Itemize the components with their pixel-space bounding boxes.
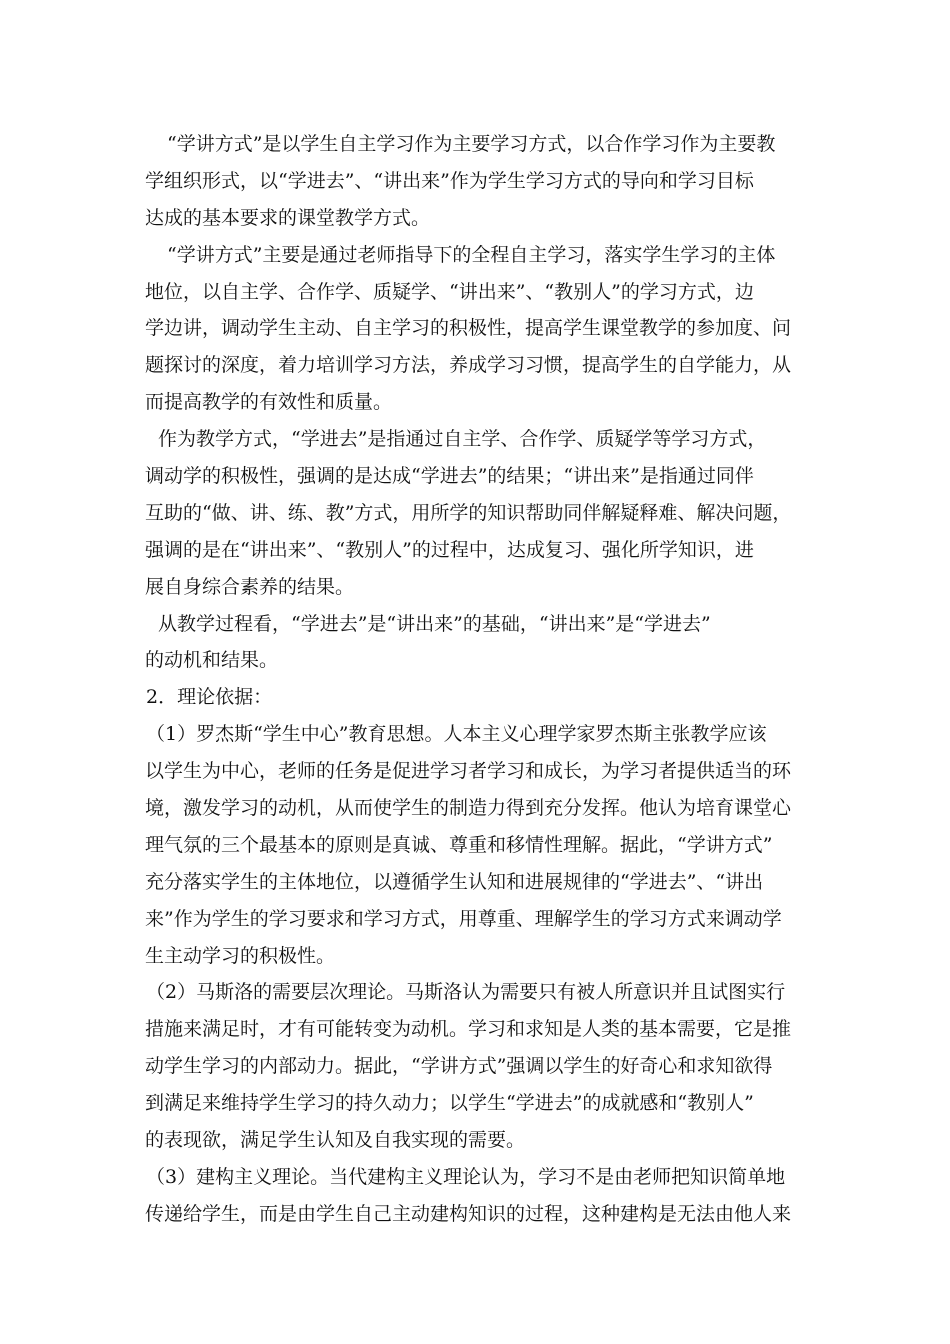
paragraph-2-line-1: “学讲方式”主要是通过老师指导下的全程自主学习，落实学生学习的主体 <box>167 243 776 266</box>
paragraph-1-line-3: 达成的基本要求的课堂教学方式。 <box>145 206 431 229</box>
paragraph-5-line-1: （1）罗杰斯“学生中心”教育思想。人本主义心理学家罗杰斯主张教学应该 <box>146 723 767 746</box>
paragraph-4-line-2: 的动机和结果。 <box>145 649 279 672</box>
paragraph-6-line-2: 措施来满足时，才有可能转变为动机。学习和求知是人类的基本需要，它是推 <box>145 1018 792 1041</box>
paragraph-1-line-2: 学组织形式，以“学进去”、“讲出来”作为学生学习方式的导向和学习目标 <box>145 169 754 192</box>
paragraph-7-line-1: （3）建构主义理论。当代建构主义理论认为，学习不是由老师把知识简单地 <box>146 1165 786 1188</box>
paragraph-2-line-2: 地位，以自主学、合作学、质疑学、“讲出来”、“教别人”的学习方式，边 <box>145 280 754 303</box>
paragraph-3-line-1: 作为教学方式，“学进去”是指通过自主学、合作学、质疑学等学习方式， <box>158 428 767 451</box>
paragraph-5-line-5: 充分落实学生的主体地位，以遵循学生认知和进展规律的“学进去”、“讲出 <box>145 870 764 893</box>
paragraph-6-line-1: （2）马斯洛的需要层次理论。马斯洛认为需要只有被人所意识并且试图实行 <box>146 981 786 1004</box>
paragraph-1-line-1: “学讲方式”是以学生自主学习作为主要学习方式，以合作学习作为主要教 <box>167 133 776 155</box>
paragraph-5-line-7: 生主动学习的积极性。 <box>145 944 336 967</box>
paragraph-5-line-4: 理气氛的三个最基本的原则是真诚、尊重和移情性理解。据此，“学讲方式” <box>145 833 773 856</box>
paragraph-6-line-3: 动学生学习的内部动力。据此，“学讲方式”强调以学生的好奇心和求知欲得 <box>145 1055 773 1078</box>
paragraph-3-line-2: 调动学的积极性，强调的是达成“学进去”的结果；“讲出来”是指通过同伴 <box>145 465 754 488</box>
paragraph-3-line-4: 强调的是在“讲出来”、“教别人”的过程中，达成复习、强化所学知识，进 <box>145 538 754 561</box>
paragraph-6-line-5: 的表现欲，满足学生认知及自我实现的需要。 <box>145 1129 526 1152</box>
paragraph-2-line-4: 题探讨的深度，着力培训学习方法，养成学习习惯，提高学生的自学能力，从 <box>145 354 792 377</box>
paragraph-6-line-4: 到满足来维持学生学习的持久动力；以学生“学进去”的成就感和“教别人” <box>145 1092 754 1115</box>
paragraph-3-line-3: 互助的“做、讲、练、教”方式，用所学的知识帮助同伴解疑释难、解决问题， <box>145 501 792 524</box>
paragraph-3-line-5: 展自身综合素养的结果。 <box>145 575 355 598</box>
paragraph-5-line-2: 以学生为中心，老师的任务是促进学习者学习和成长，为学习者提供适当的环 <box>145 760 792 783</box>
paragraph-5-line-6: 来”作为学生的学习要求和学习方式，用尊重、理解学生的学习方式来调动学 <box>145 907 782 930</box>
paragraph-5-line-3: 境，激发学习的动机，从而使学生的制造力得到充分发挥。他认为培育课堂心 <box>145 797 792 820</box>
section-heading: 2．理论依据： <box>146 686 273 709</box>
paragraph-2-line-5: 而提高教学的有效性和质量。 <box>145 391 393 414</box>
paragraph-4-line-1: 从教学过程看，“学进去”是“讲出来”的基础，“讲出来”是“学进去” <box>158 612 711 635</box>
paragraph-7-line-2: 传递给学生，而是由学生自己主动建构知识的过程，这种建构是无法由他人来 <box>145 1202 792 1225</box>
document-body <box>145 126 805 1233</box>
paragraph-2-line-3: 学边讲，调动学生主动、自主学习的积极性，提高学生课堂教学的参加度、问 <box>145 317 792 340</box>
